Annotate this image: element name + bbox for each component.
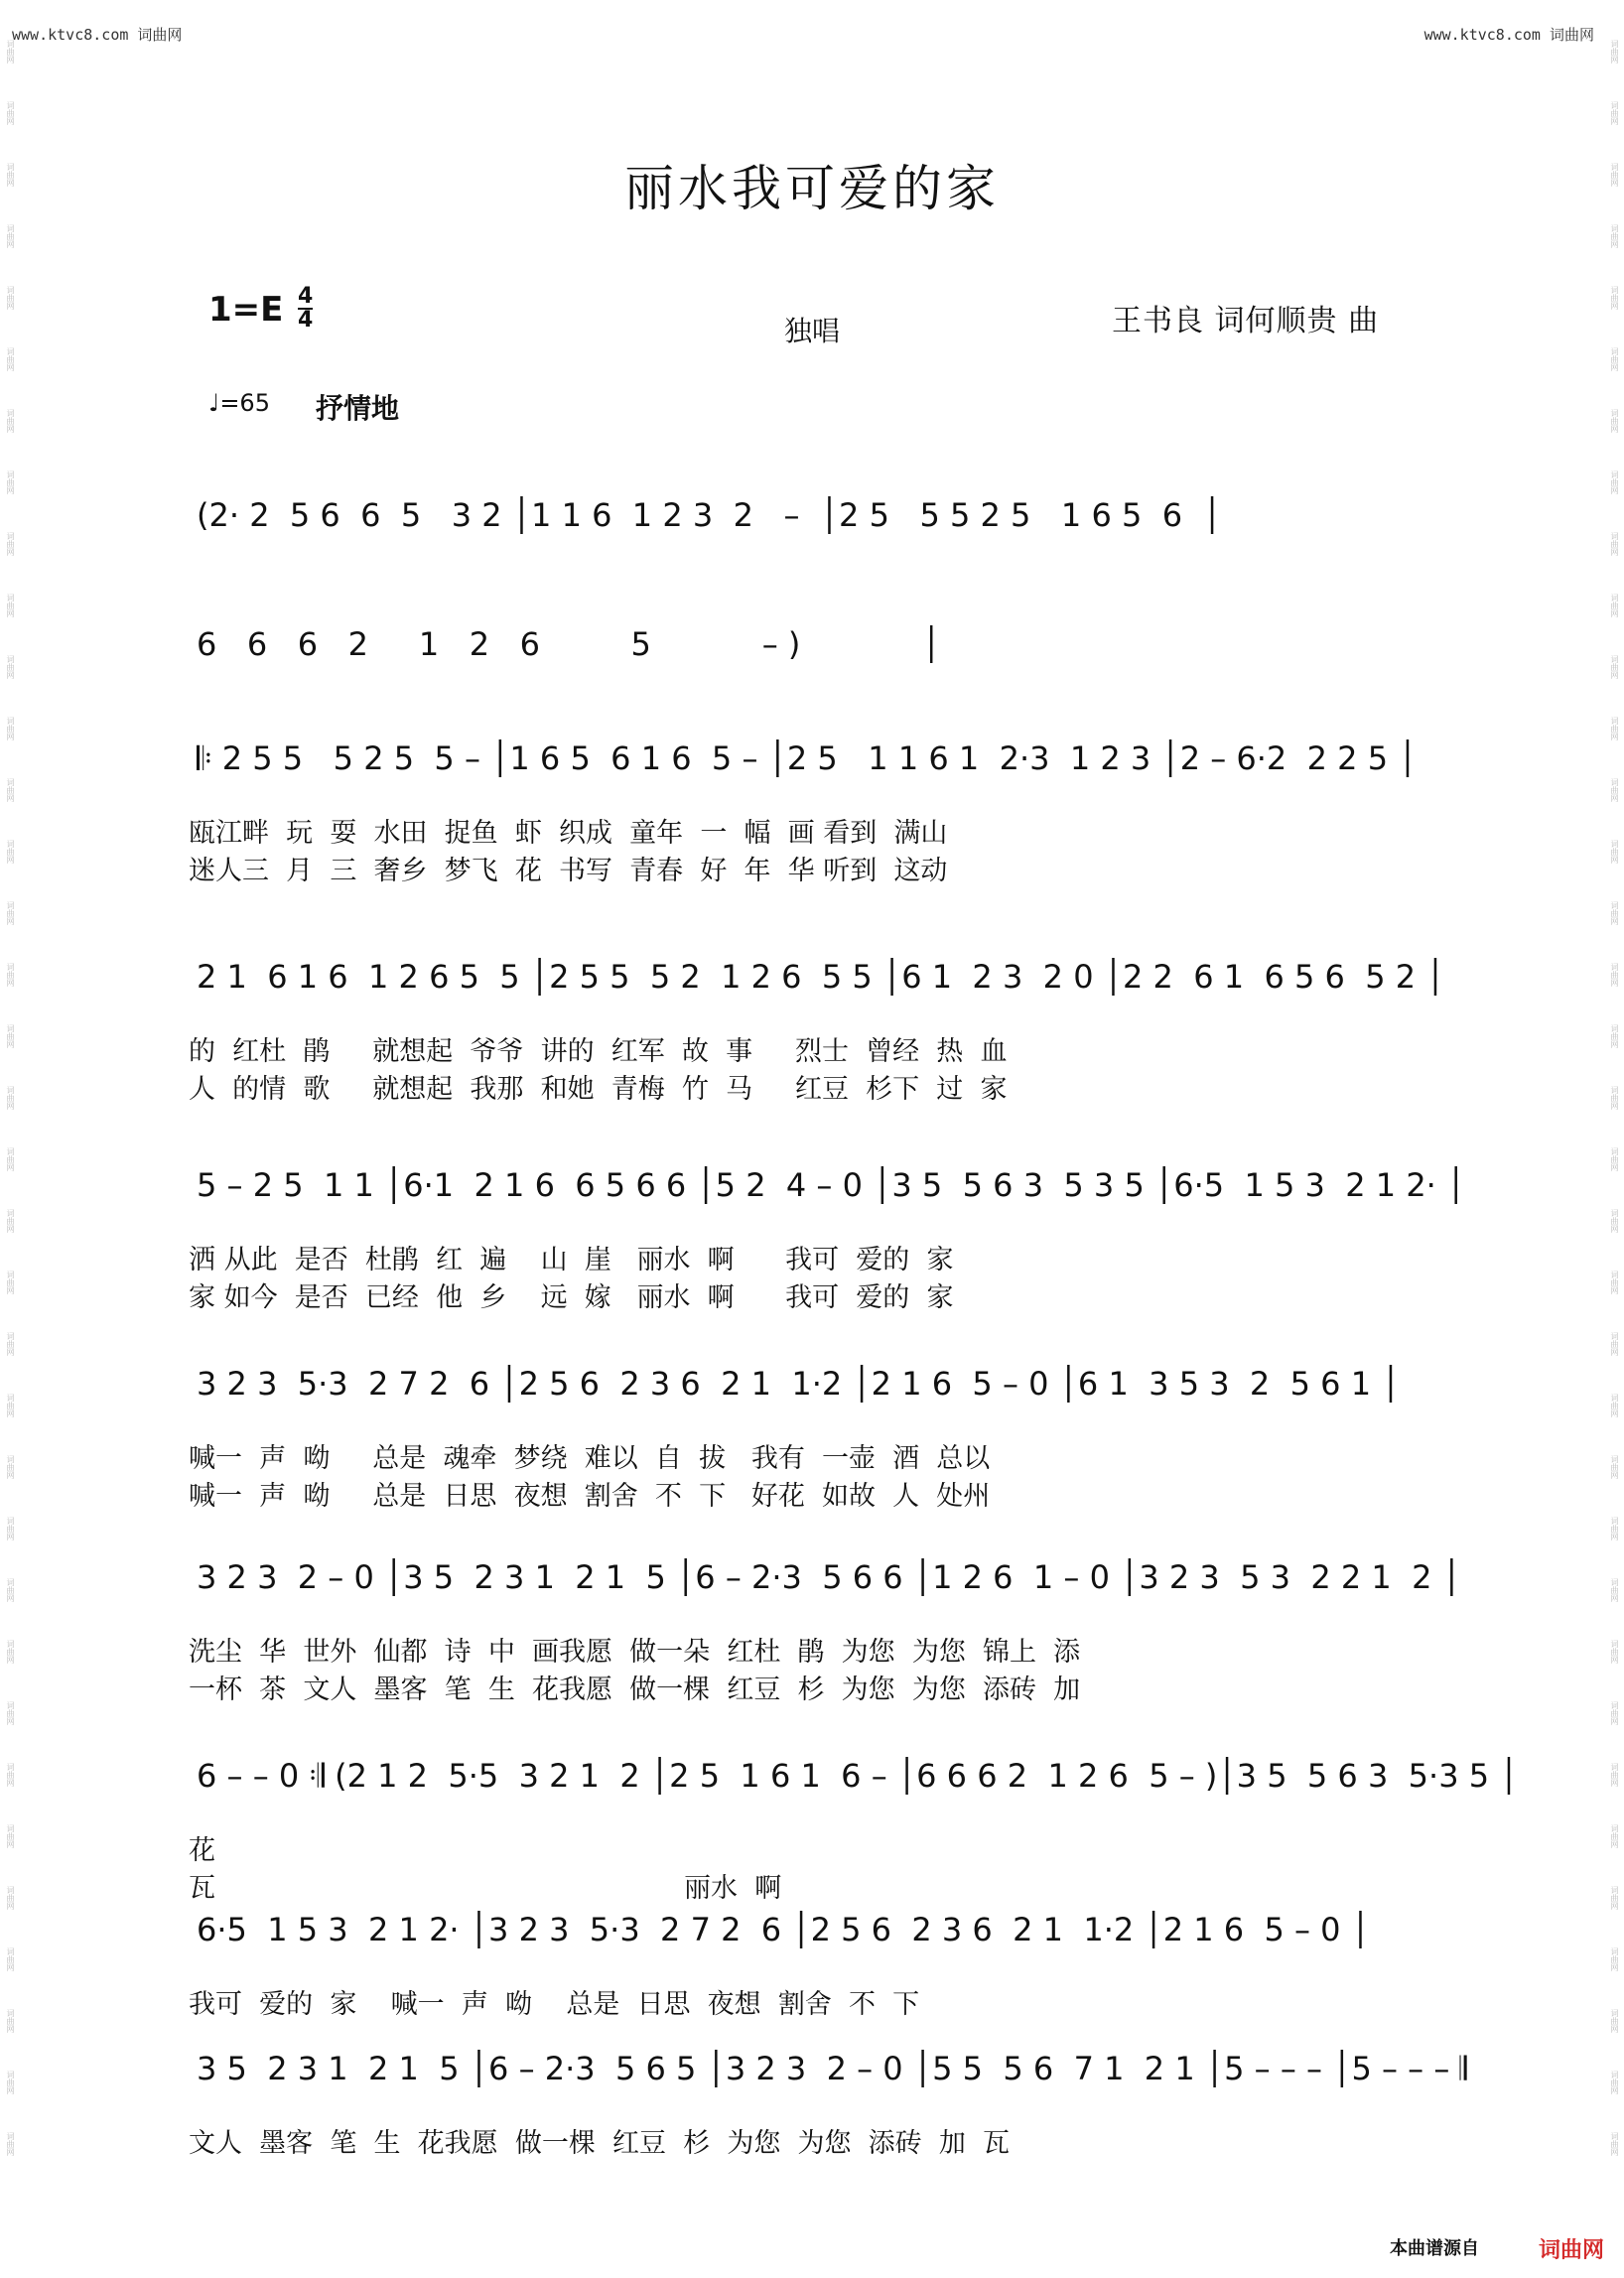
lyric-line: 我可 爱的 家 喊一 声 呦 总是 日思 夜想 割舍 不 下 [189,1989,920,2020]
strip-mark: 词曲网 [1610,224,1619,248]
strip-mark: 词曲网 [6,532,15,556]
tempo-mark: ♩=65 [208,389,270,417]
lyric-line: 人 的情 歌 就想起 我那 和她 青梅 竹 马 红豆 杉下 过 家 [189,1074,1008,1105]
notation-line: 3 5 2 3 1 2 1 5 │6 – 2·3 5 6 5 │3 2 3 2 – 0 │5 5 5 6 7 1 2 1 │5 – – – │5 – – – 𝄂 [197,2050,1467,2087]
strip-mark: 词曲网 [1610,655,1619,679]
strip-mark: 词曲网 [1610,1701,1619,1725]
lyric-line: 家 如今 是否 已经 他 乡 远 嫁 丽水 啊 我可 爱的 家 [189,1282,954,1313]
side-watermark-left [4,40,16,2238]
watermark-right: www.ktvc8.com 词曲网 [1423,26,1594,44]
notation-line: (2· 2 5 6 6 5 3 2 │1 1 6 1 2 3 2 – │2 5 5 5 2 5 1 6 5 6 │ [197,496,1222,534]
lyric-line: 瓯江畔 玩 耍 水田 捉鱼 虾 织成 童年 一 幅 画 看到 满山 [189,818,948,849]
strip-mark: 词曲网 [6,101,15,125]
side-watermark-right [1608,40,1620,2238]
lyric-line: 瓦 丽水 啊 [189,1873,782,1904]
strip-mark: 词曲网 [6,1578,15,1602]
strip-mark: 词曲网 [1610,1763,1619,1787]
strip-mark: 词曲网 [6,1701,15,1725]
notation-line: 3 2 3 2 – 0 │3 5 2 3 1 2 1 5 │6 – 2·3 5 6 6 │1 2 6 1 – 0 │3 2 3 5 3 2 2 1 2 │ [197,1558,1461,1596]
notation-line: 2 1 6 1 6 1 2 6 5 5 │2 5 5 5 2 1 2 6 5 5 │6 1 2 3 2 0 │2 2 6 1 6 5 6 5 2 │ [197,958,1445,996]
strip-mark: 词曲网 [1610,1147,1619,1171]
strip-mark: 词曲网 [1610,778,1619,802]
strip-mark: 词曲网 [1610,1578,1619,1602]
strip-mark: 词曲网 [1610,2071,1619,2094]
lyric-line: 的 红杜 鹃 就想起 爷爷 讲的 红军 故 事 烈士 曾经 热 血 [189,1036,1008,1067]
strip-mark: 词曲网 [6,963,15,987]
time-signature [298,286,313,332]
strip-mark: 词曲网 [6,2009,15,2033]
strip-mark: 词曲网 [6,1947,15,1971]
strip-mark: 词曲网 [1610,1824,1619,1848]
strip-mark: 词曲网 [6,717,15,740]
strip-mark: 词曲网 [6,1024,15,1048]
notation-line: 3 2 3 5·3 2 7 2 6 │2 5 6 2 3 6 2 1 1·2 │2 1 6 5 – 0 │6 1 3 5 3 2 5 6 1 │ [197,1365,1401,1403]
strip-mark: 词曲网 [6,224,15,248]
strip-mark: 词曲网 [6,347,15,371]
strip-mark: 词曲网 [1610,1947,1619,1971]
notation-line: 6 – – 0 𝄇 (2 1 2 5·5 3 2 1 2 │2 5 1 6 1 6 – │6 6 6 2 1 2 6 5 – )│3 5 5 6 3 5·3 5 │ [197,1757,1519,1795]
strip-mark: 词曲网 [6,1086,15,1110]
strip-mark: 词曲网 [1610,409,1619,433]
strip-mark: 词曲网 [1610,1886,1619,1910]
strip-mark: 词曲网 [6,2132,15,2156]
strip-mark: 词曲网 [1610,532,1619,556]
strip-mark: 词曲网 [1610,1455,1619,1479]
strip-mark: 词曲网 [1610,901,1619,925]
strip-mark: 词曲网 [6,409,15,433]
strip-mark: 词曲网 [6,1147,15,1171]
strip-mark: 词曲网 [6,778,15,802]
lyric-line: 洒 从此 是否 杜鹃 红 遍 山 崖 丽水 啊 我可 爱的 家 [189,1245,954,1275]
lyric-line: 喊一 声 呦 总是 魂牵 梦绕 难以 自 拔 我有 一壶 酒 总以 [189,1443,991,1474]
lyric-line: 迷人三 月 三 奢乡 梦飞 花 书写 青春 好 年 华 听到 这动 [189,856,948,886]
strip-mark: 词曲网 [6,1455,15,1479]
strip-mark: 词曲网 [1610,1640,1619,1664]
time-top: 4 [298,284,314,309]
strip-mark: 词曲网 [1610,101,1619,125]
strip-mark: 词曲网 [1610,2132,1619,2156]
notation-line: 6 6 6 2 1 2 6 5 – ) │ [197,625,941,663]
footer-source: 本曲谱源自 [1390,2238,1479,2259]
strip-mark: 词曲网 [1610,1024,1619,1048]
strip-mark: 词曲网 [6,1640,15,1664]
strip-mark: 词曲网 [1610,1517,1619,1541]
lyric-line: 洗尘 华 世外 仙都 诗 中 画我愿 做一朵 红杜 鹃 为您 为您 锦上 添 [189,1637,1081,1668]
notation-line: 5 – 2 5 1 1 │6·1 2 1 6 6 5 6 6 │5 2 4 – 0 │3 5 5 6 3 5 3 5 │6·5 1 5 3 2 1 2· │ [197,1166,1466,1204]
strip-mark: 词曲网 [6,840,15,864]
key-signature: 1=E [208,290,284,330]
strip-mark: 词曲网 [6,1824,15,1848]
strip-mark: 词曲网 [6,40,15,64]
strip-mark: 词曲网 [1610,470,1619,494]
strip-mark: 词曲网 [1610,1332,1619,1356]
strip-mark: 词曲网 [1610,40,1619,64]
lyric-line: 一杯 茶 文人 墨客 笔 生 花我愿 做一棵 红豆 杉 为您 为您 添砖 加 [189,1675,1081,1705]
notation-line: 6·5 1 5 3 2 1 2· │3 2 3 5·3 2 7 2 6 │2 5 6 2 3 6 2 1 1·2 │2 1 6 5 – 0 │ [197,1911,1370,1948]
lyric-line: 文人 墨客 笔 生 花我愿 做一棵 红豆 杉 为您 为您 添砖 加 瓦 [189,2128,1010,2159]
strip-mark: 词曲网 [6,1394,15,1417]
strip-mark: 词曲网 [1610,1394,1619,1417]
strip-mark: 词曲网 [6,2071,15,2094]
lyric-line: 喊一 声 呦 总是 日思 夜想 割舍 不 下 好花 如故 人 处州 [189,1481,991,1512]
strip-mark: 词曲网 [6,1517,15,1541]
strip-mark: 词曲网 [1610,963,1619,987]
notation-line: 𝄆 2 5 5 5 2 5 5 – │1 6 5 6 1 6 5 – │2 5 1 1 6 1 2·3 1 2 3 │2 – 6·2 2 2 5 │ [197,739,1418,777]
strip-mark: 词曲网 [1610,163,1619,187]
strip-mark: 词曲网 [1610,1271,1619,1294]
strip-mark: 词曲网 [1610,286,1619,310]
strip-mark: 词曲网 [6,163,15,187]
strip-mark: 词曲网 [1610,717,1619,740]
strip-mark: 词曲网 [1610,2009,1619,2033]
strip-mark: 词曲网 [6,655,15,679]
strip-mark: 词曲网 [1610,347,1619,371]
footer-site: 词曲网 [1539,2238,1605,2263]
strip-mark: 词曲网 [6,1763,15,1787]
strip-mark: 词曲网 [6,1209,15,1233]
performance-style: 独唱 [784,315,841,347]
strip-mark: 词曲网 [1610,840,1619,864]
strip-mark: 词曲网 [6,594,15,617]
strip-mark: 词曲网 [6,901,15,925]
song-title: 丽水我可爱的家 [624,160,1000,217]
strip-mark: 词曲网 [1610,1209,1619,1233]
strip-mark: 词曲网 [6,1332,15,1356]
strip-mark: 词曲网 [6,1886,15,1910]
lyric-line: 花 [189,1835,215,1866]
watermark-left: www.ktvc8.com 词曲网 [12,26,183,44]
time-bottom: 4 [298,308,314,333]
strip-mark: 词曲网 [1610,1086,1619,1110]
strip-mark: 词曲网 [6,1271,15,1294]
strip-mark: 词曲网 [6,470,15,494]
expression-mark: 抒情地 [316,392,400,425]
strip-mark: 词曲网 [1610,594,1619,617]
credits: 王书良 词何顺贵 曲 [1112,304,1380,338]
strip-mark: 词曲网 [6,286,15,310]
